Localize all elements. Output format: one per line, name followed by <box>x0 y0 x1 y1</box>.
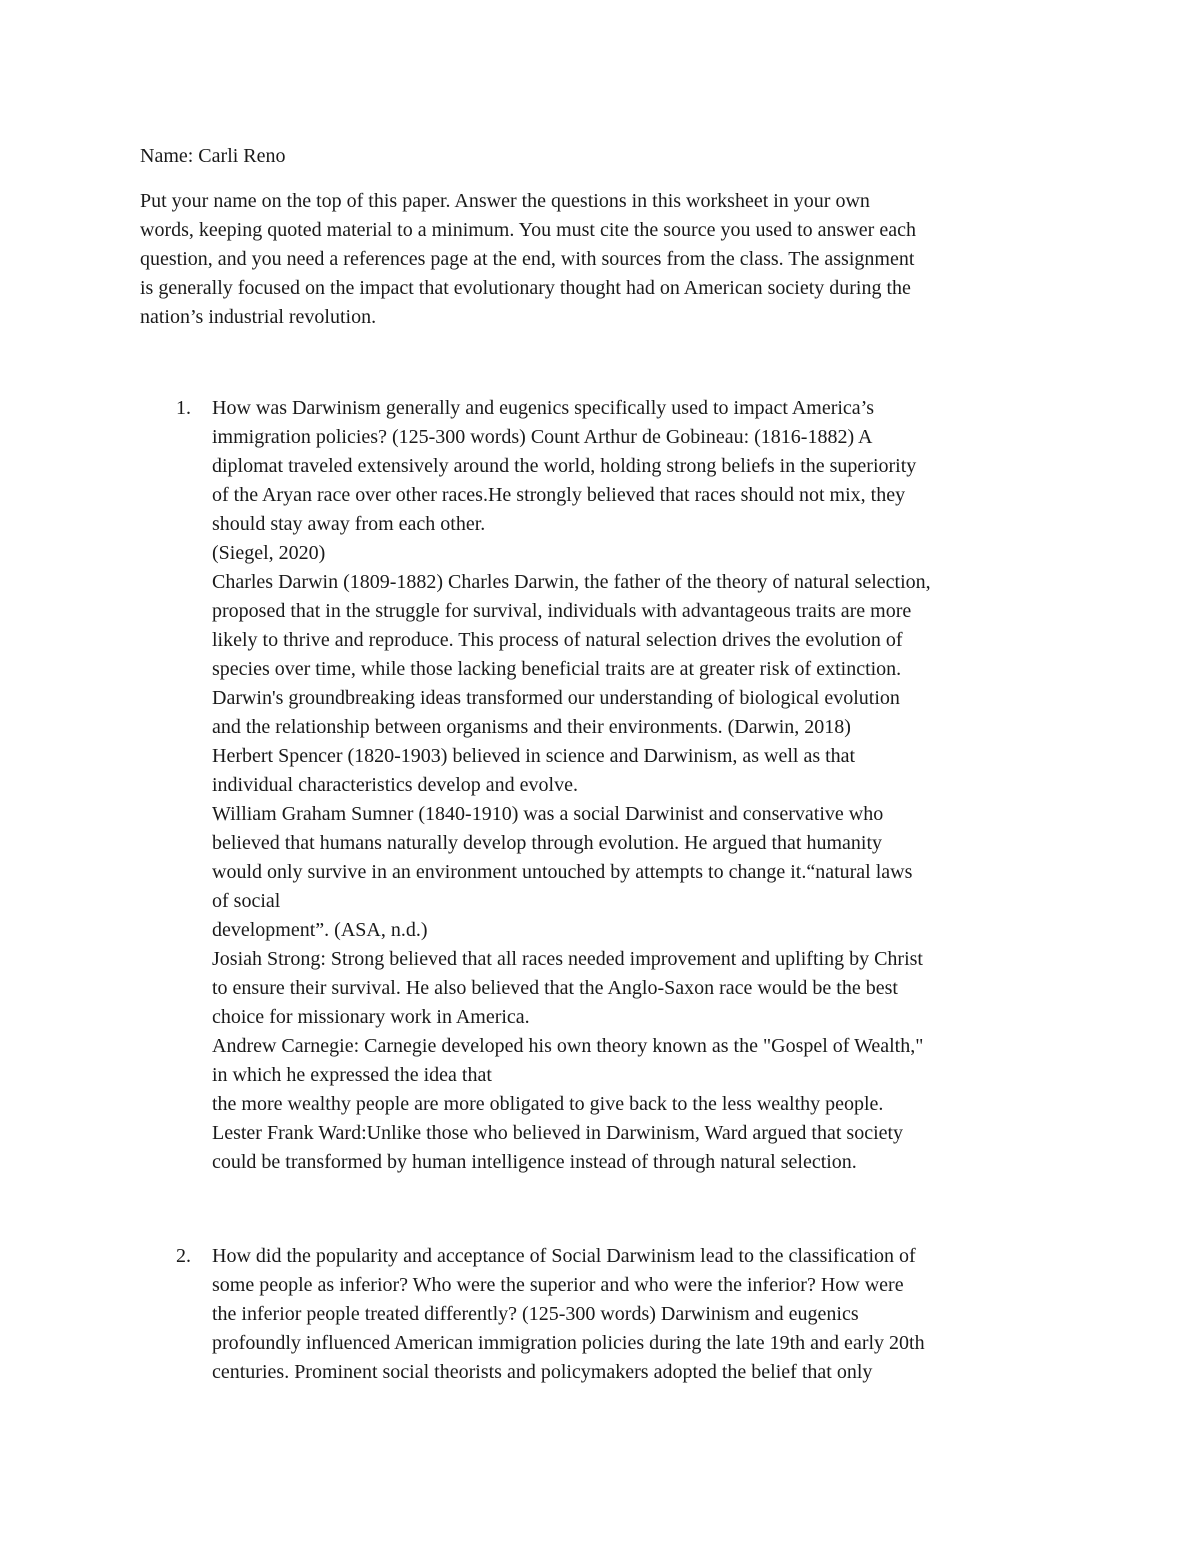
answer-line: Herbert Spencer (1820-1903) believed in science and Darwinism, as well as that <box>212 745 856 767</box>
answer-line: likely to thrive and reproduce. This process of natural selection drives the evolution of <box>212 629 903 651</box>
answer-line: profoundly influenced American immigration policies during the late 19th and early 20th <box>212 1332 925 1354</box>
answer-line: Josiah Strong: Strong believed that all races needed improvement and uplifting by Christ <box>212 948 923 970</box>
answer-line: and the relationship between organisms and their environments. (Darwin, 2018) <box>212 716 851 738</box>
question-1-answer <box>212 394 1092 1177</box>
answer-line: Andrew Carnegie: Carnegie developed his own theory known as the "Gospel of Wealth," <box>212 1035 924 1057</box>
answer-line: the more wealthy people are more obligated to give back to the less wealthy people. <box>212 1093 884 1115</box>
assignment-instructions <box>140 187 1070 332</box>
answer-line: species over time, while those lacking beneficial traits are at greater risk of extinction. <box>212 658 902 680</box>
instructions-line: is generally focused on the impact that evolutionary thought had on American society during the <box>140 277 911 299</box>
answer-line: of the Aryan race over other races.He strongly believed that races should not mix, they <box>212 484 906 506</box>
answer-line: Lester Frank Ward:Unlike those who believed in Darwinism, Ward argued that society <box>212 1122 904 1144</box>
answer-line: development”. (ASA, n.d.) <box>212 919 428 941</box>
answer-line: believed that humans naturally develop through evolution. He argued that humanity <box>212 832 883 854</box>
answer-line: the inferior people treated differently? (125-300 words) Darwinism and eugenics <box>212 1303 859 1325</box>
answer-line: centuries. Prominent social theorists and policymakers adopted the belief that only <box>212 1361 873 1383</box>
answer-line: would only survive in an environment untouched by attempts to change it.“natural laws <box>212 861 913 883</box>
answer-line: How was Darwinism generally and eugenics specifically used to impact America’s <box>212 397 875 419</box>
answer-line: choice for missionary work in America. <box>212 1006 530 1028</box>
citation-line: (Siegel, 2020) <box>212 542 326 564</box>
answer-line: should stay away from each other. <box>212 513 486 535</box>
answer-line: William Graham Sumner (1840-1910) was a social Darwinist and conservative who <box>212 803 884 825</box>
instructions-line: nation’s industrial revolution. <box>140 306 377 328</box>
answer-line: How did the popularity and acceptance of Social Darwinism lead to the classification of <box>212 1245 916 1267</box>
answer-line: proposed that in the struggle for survival, individuals with advantageous traits are more <box>212 600 912 622</box>
question-2-answer <box>212 1242 1092 1387</box>
answer-line: immigration policies? (125-300 words) Count Arthur de Gobineau: (1816-1882) A <box>212 426 873 448</box>
answer-line: diplomat traveled extensively around the world, holding strong beliefs in the superiority <box>212 455 917 477</box>
answer-line: to ensure their survival. He also believed that the Anglo-Saxon race would be the best <box>212 977 898 999</box>
answer-line: individual characteristics develop and evolve. <box>212 774 578 796</box>
instructions-line: Put your name on the top of this paper. Answer the questions in this worksheet in your own <box>140 190 870 212</box>
question-number: 1. <box>176 397 191 419</box>
answer-line: could be transformed by human intelligence instead of through natural selection. <box>212 1151 857 1173</box>
question-number: 2. <box>176 1245 191 1267</box>
instructions-line: words, keeping quoted material to a minimum. You must cite the source you used to answer each <box>140 219 916 241</box>
answer-line: Darwin's groundbreaking ideas transformed our understanding of biological evolution <box>212 687 900 709</box>
instructions-line: question, and you need a references page at the end, with sources from the class. The assignment <box>140 248 915 270</box>
answer-line: Charles Darwin (1809-1882) Charles Darwin, the father of the theory of natural selection, <box>212 571 931 593</box>
answer-line: of social <box>212 890 281 912</box>
student-name-line: Name: Carli Reno <box>140 145 286 167</box>
answer-line: in which he expressed the idea that <box>212 1064 492 1086</box>
answer-line: some people as inferior? Who were the superior and who were the inferior? How were <box>212 1274 904 1296</box>
